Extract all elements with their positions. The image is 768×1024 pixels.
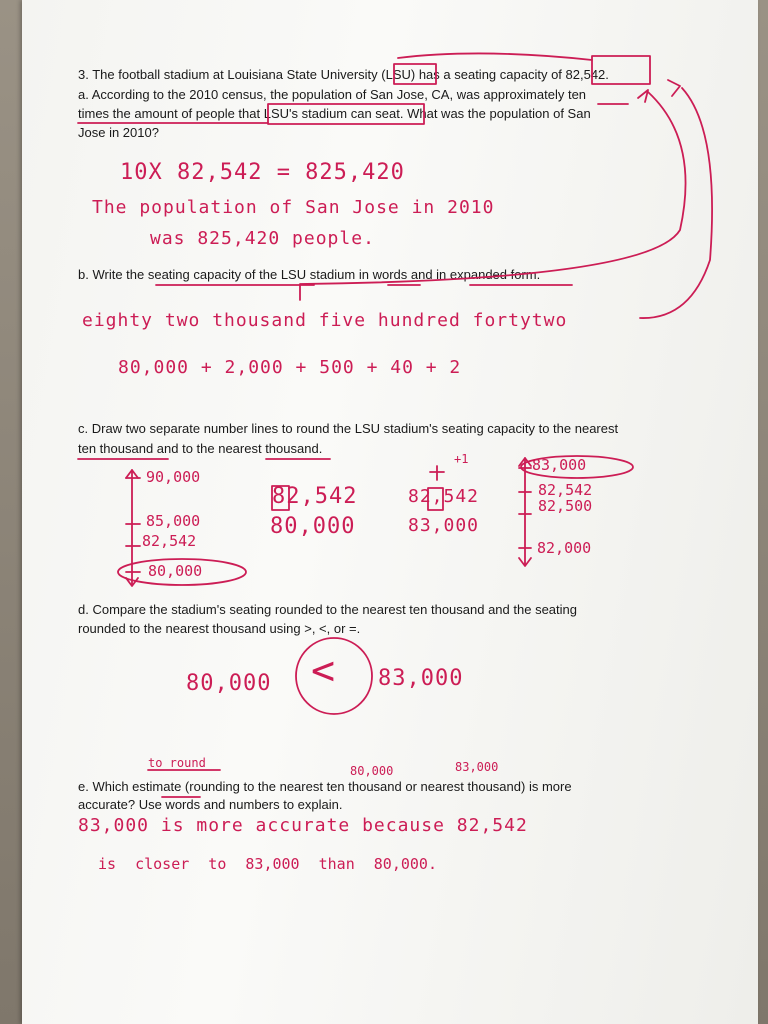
answer-a-equation: 10X 82,542 = 825,420 [120,160,405,185]
rounding-digits-1: 82,542 [272,484,358,509]
numberline1-mid-label: 85,000 [146,512,201,530]
question-c-line2: ten thousand and to the nearest thousand. [78,441,323,456]
question-a-line1: a. According to the 2010 census, the population of San Jose, CA, was approximately ten [78,87,587,102]
question-a-line2: times the amount of people that LSU's stadium can seat. What was the population of San [78,106,591,121]
rounding-plus-one: +1 [454,452,469,466]
numberline2-bottom-label: 82,000 [537,539,592,557]
numberline1-value-label: 82,542 [142,532,197,550]
note-to-round: to round [148,756,206,770]
answer-a-sentence2: was 825,420 people. [150,228,375,249]
answer-b-expanded: 80,000 + 2,000 + 500 + 40 + 2 [118,357,462,378]
answer-b-words: eighty two thousand five hundred fortytwo [82,310,568,331]
question-e-line1: e. Which estimate (rounding to the nearest ten thousand or nearest thousand) is more [78,779,572,794]
rounding-result-2: 83,000 [408,515,480,536]
numberline1-bottom-label: 80,000 [148,562,203,580]
numberline2-mid-label: 82,500 [538,497,593,515]
note-83000: 83,000 [455,760,499,774]
question-e-line2: accurate? Use words and numbers to explain. [78,797,343,812]
question-a-line3: Jose in 2010? [78,125,159,140]
note-80000: 80,000 [350,764,394,778]
numberline2-value-label: 82,542 [538,481,593,499]
rounding-result-1: 80,000 [270,514,356,539]
question-d-line1: d. Compare the stadium's seating rounded to the nearest ten thousand and the seating [78,602,577,617]
compare-right-value: 83,000 [378,666,464,691]
compare-left-value: 80,000 [186,671,272,696]
compare-symbol: < [311,648,336,694]
answer-a-sentence1: The population of San Jose in 2010 [92,197,495,218]
question-b: b. Write the seating capacity of the LSU stadium in words and in expanded form. [78,267,541,282]
question-3-intro: 3. The football stadium at Louisiana State University (LSU) has a seating capacity of 82,542. [78,67,609,82]
answer-e-line1: 83,000 is more accurate because 82,542 [78,815,528,836]
question-d-line2: rounded to the nearest thousand using >, <, or =. [78,621,361,636]
question-c-line1: c. Draw two separate number lines to round the LSU stadium's seating capacity to the nearest [78,421,619,436]
numberline1-top-label: 90,000 [146,468,201,486]
answer-e-line2: is closer to 83,000 than 80,000. [98,855,437,873]
rounding-digits-2: 82,542 [408,486,480,507]
numberline2-top-label: 83,000 [532,456,587,474]
